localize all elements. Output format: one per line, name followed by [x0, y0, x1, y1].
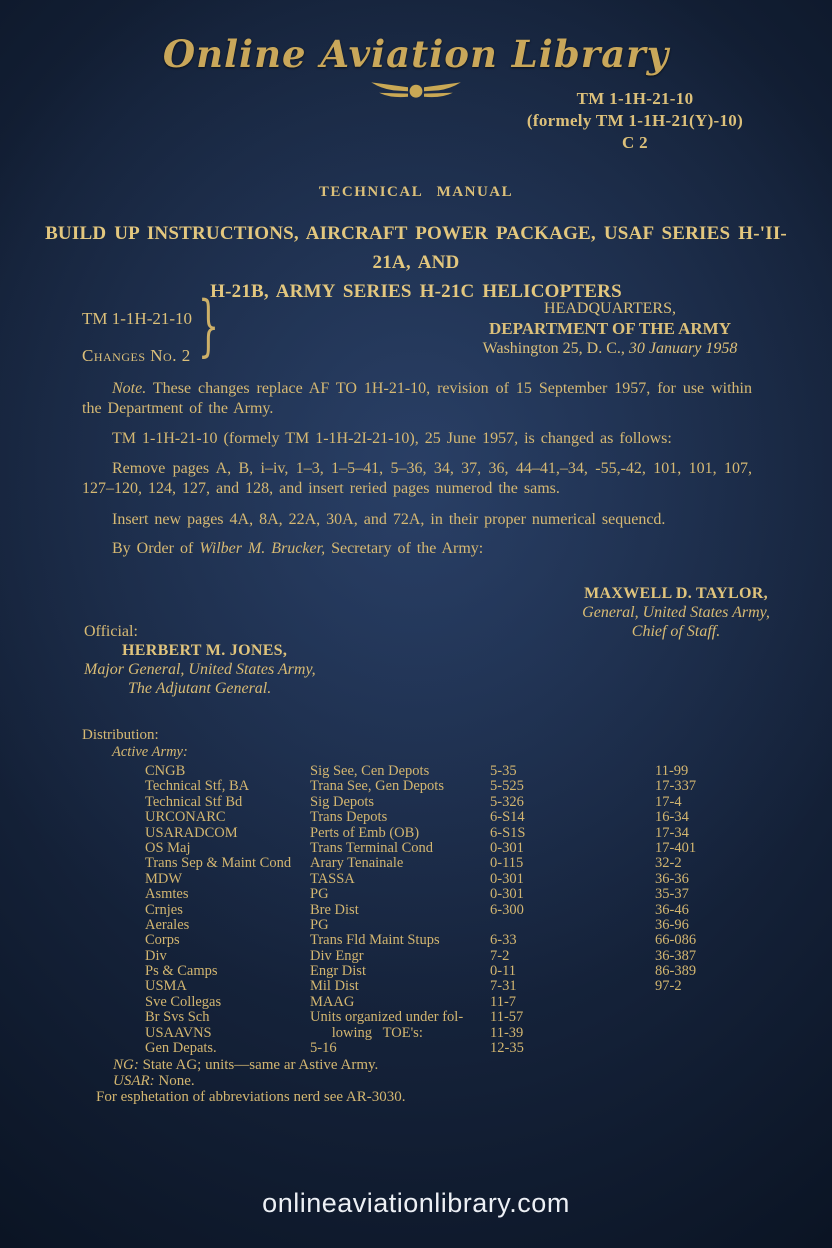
hq-date: 30 January 1958 [628, 340, 738, 357]
table-row [145, 949, 765, 964]
hq-dateline [420, 339, 800, 359]
brace-glyph: } [198, 287, 219, 364]
table-cell: Bre Dist [310, 901, 359, 918]
table-cell: 0-11 [490, 963, 517, 980]
footnote-lead: USAR: [113, 1072, 155, 1089]
table-cell: 5-326 [490, 793, 524, 810]
doc-type-heading: TECHNICAL MANUAL [318, 184, 514, 200]
table-cell: Trana See, Gen Depots [310, 778, 444, 795]
changes-number: Changes No. 2 [82, 346, 191, 365]
table-row [145, 795, 765, 810]
table-row [145, 872, 765, 887]
footnote-text: For esphetation of abbreviations nerd see AR-3030. [96, 1088, 406, 1105]
table-cell: Perts of Emb (OB) [310, 824, 420, 841]
order-secretary-name: Wilber M. Brucker, [199, 540, 326, 557]
table-cell: USAAVNS [145, 1024, 212, 1041]
adjutant-rank: Major General, United States Army, [84, 661, 316, 678]
active-army-label: Active Army: [112, 744, 188, 760]
table-row [145, 1041, 765, 1056]
hq-place: Washington 25, D. C., [482, 340, 629, 357]
note-label: Note. [112, 380, 147, 397]
distribution-table [145, 764, 765, 1056]
footnote-line [96, 1074, 406, 1090]
table-cell: PG [310, 886, 329, 903]
table-cell: Trans Depots [310, 809, 388, 826]
adjutant-general-signature [84, 622, 384, 698]
by-order-paragraph [82, 539, 752, 559]
table-cell: 86-389 [655, 963, 697, 980]
table-row [145, 1026, 765, 1041]
table-cell: 16-34 [655, 809, 689, 826]
table-cell: Sig Depots [310, 793, 375, 810]
table-cell: 6-300 [490, 901, 524, 918]
table-cell: 11-7 [490, 993, 517, 1010]
table-cell: 0-301 [490, 886, 524, 903]
table-cell: Trans Sep & Maint Cond [145, 855, 292, 872]
table-cell: MAAG [310, 993, 355, 1010]
table-cell: Units organized under fol- [310, 1009, 464, 1026]
table-cell: 12-35 [490, 1040, 524, 1057]
hq-line2: DEPARTMENT OF THE ARMY [489, 319, 731, 338]
table-row [145, 810, 765, 825]
table-row [145, 856, 765, 871]
table-cell: 17-4 [655, 793, 682, 810]
table-row [145, 903, 765, 918]
distribution-label: Distribution: [82, 727, 159, 743]
headquarters-block [420, 299, 800, 359]
table-cell: Technical Stf Bd [145, 793, 243, 810]
table-cell: USMA [145, 978, 187, 995]
table-cell: 17-401 [655, 839, 697, 856]
remove-pages-paragraph: Remove pages A, B, i–iv, 1–3, 1–5–41, 5–36, 34, 37, 36, 44–41,–34, -55,-42, 101, 101, 107, 127–120, 124, 127, and 128, and insert reried pages numerod the sams. [82, 460, 752, 497]
official-label: Official: [84, 623, 138, 640]
table-cell: MDW [145, 870, 183, 887]
table-cell: URCONARC [145, 809, 226, 826]
table-row [145, 1010, 765, 1025]
table-cell: TASSA [310, 870, 355, 887]
table-cell: 11-99 [655, 763, 689, 779]
footnote-line [96, 1090, 406, 1106]
table-cell: 36-96 [655, 916, 689, 933]
table-cell: 35-37 [655, 886, 689, 903]
table-cell: 0-115 [490, 855, 524, 872]
footer-site-url: onlineaviationlibrary.com [262, 1188, 570, 1218]
table-cell: Engr Dist [310, 963, 366, 980]
change-code: C 2 [622, 133, 648, 152]
table-cell: 6-S1S [490, 824, 526, 841]
table-cell: Asmtes [145, 886, 189, 903]
table-row [145, 779, 765, 794]
order-suffix: Secretary of the Army: [325, 540, 484, 557]
site-logo-title: Online Aviation Library [162, 32, 670, 76]
insert-pages-paragraph: Insert new pages 4A, 8A, 22A, 30A, and 72A, in their proper numerical sequencd. [112, 511, 666, 528]
table-cell: 11-57 [490, 1009, 524, 1026]
chief-rank: General, United States Army, [582, 604, 770, 621]
manual-title-line1: BUILD UP INSTRUCTIONS, AIRCRAFT POWER PACKAGE, USAF SERIES H-'II-21A, AND [45, 223, 787, 273]
table-cell: 7-31 [490, 978, 517, 995]
table-cell: Div Engr [310, 947, 364, 964]
table-row [145, 764, 765, 779]
table-cell: 32-2 [655, 855, 682, 872]
table-cell: lowing TOE's: [310, 1024, 423, 1041]
chief-name: MAXWELL D. TAYLOR, [584, 585, 768, 602]
footnote-line [96, 1058, 406, 1074]
table-cell: Crnjes [145, 901, 183, 918]
table-cell: Gen Depats. [145, 1040, 217, 1057]
table-row [145, 933, 765, 948]
table-row [145, 826, 765, 841]
table-cell: Sve Collegas [145, 993, 222, 1010]
table-cell: 11-39 [490, 1024, 524, 1041]
table-cell: 0-301 [490, 839, 524, 856]
table-cell: 7-2 [490, 947, 510, 964]
table-cell [655, 1041, 765, 1056]
table-cell: Trans Terminal Cond [310, 839, 434, 856]
table-row [145, 995, 765, 1010]
table-cell: 36-36 [655, 870, 689, 887]
note-text: These changes replace AF TO 1H-21-10, revision of 15 September 1957, for use within the Department of the Army. [82, 380, 752, 417]
chief-of-staff-signature [540, 584, 812, 641]
table-cell: Corps [145, 932, 180, 949]
table-cell [655, 1010, 765, 1025]
table-cell [490, 918, 655, 933]
table-cell: 6-S14 [490, 809, 525, 826]
tm-number: TM 1-1H-21-10 [576, 89, 694, 108]
table-cell: 5-35 [490, 763, 517, 779]
table-cell: 36-46 [655, 901, 689, 918]
table-cell: Ps & Camps [145, 963, 218, 980]
hq-line1: HEADQUARTERS, [544, 300, 676, 317]
manual-title-line2: H-21B, ARMY SERIES H-21C HELICOPTERS [210, 281, 622, 302]
footnote-text: None. [154, 1072, 195, 1089]
table-cell: Sig See, Cen Depots [310, 763, 430, 779]
table-row [145, 964, 765, 979]
table-cell: 5-16 [310, 1040, 337, 1057]
adjutant-name: HERBERT M. JONES, [122, 642, 288, 659]
footnote-lead: NG: [113, 1057, 139, 1073]
issue-tm-number: TM 1-1H-21-10 [82, 309, 193, 328]
tm-former-number: (formely TM 1-1H-21(Y)-10) [526, 111, 744, 130]
table-cell: 6-33 [490, 932, 517, 949]
table-cell [655, 995, 765, 1010]
table-cell: USARADCOM [145, 824, 238, 841]
table-cell [655, 1026, 765, 1041]
table-cell: 0-301 [490, 870, 524, 887]
manual-title [40, 219, 792, 306]
issue-id-block [82, 300, 192, 374]
table-cell: 17-337 [655, 778, 697, 795]
footnote-text: State AG; units—same ar Astive Army. [138, 1057, 379, 1073]
table-row [145, 887, 765, 902]
table-row [145, 918, 765, 933]
table-cell: OS Maj [145, 839, 191, 856]
table-cell: Div [145, 947, 167, 964]
table-cell: Mil Dist [310, 978, 359, 995]
table-cell: 97-2 [655, 978, 682, 995]
table-row [145, 979, 765, 994]
table-cell: Technical Stf, BA [145, 778, 250, 795]
table-cell: CNGB [145, 763, 186, 779]
table-cell: PG [310, 916, 329, 933]
table-cell: Br Svs Sch [145, 1009, 210, 1026]
table-cell: 66-086 [655, 932, 697, 949]
order-prefix: By Order of [112, 540, 200, 557]
table-cell: 17-34 [655, 824, 689, 841]
changed-as-follows-paragraph: TM 1-1H-21-10 (formely TM 1-1H-2I-21-10), 25 June 1957, is changed as follows: [112, 430, 672, 447]
table-cell: Trans Fld Maint Stups [310, 932, 440, 949]
tm-number-block [480, 88, 790, 154]
chief-title: Chief of Staff. [631, 623, 721, 640]
note-paragraph [82, 379, 752, 418]
table-cell: Aerales [145, 916, 190, 933]
adjutant-title: The Adjutant General. [128, 680, 272, 697]
table-cell: 36-387 [655, 947, 697, 964]
table-row [145, 841, 765, 856]
table-cell: 5-525 [490, 778, 524, 795]
table-cell: Arary Tenainale [310, 855, 404, 872]
distribution-notes [96, 1058, 406, 1105]
